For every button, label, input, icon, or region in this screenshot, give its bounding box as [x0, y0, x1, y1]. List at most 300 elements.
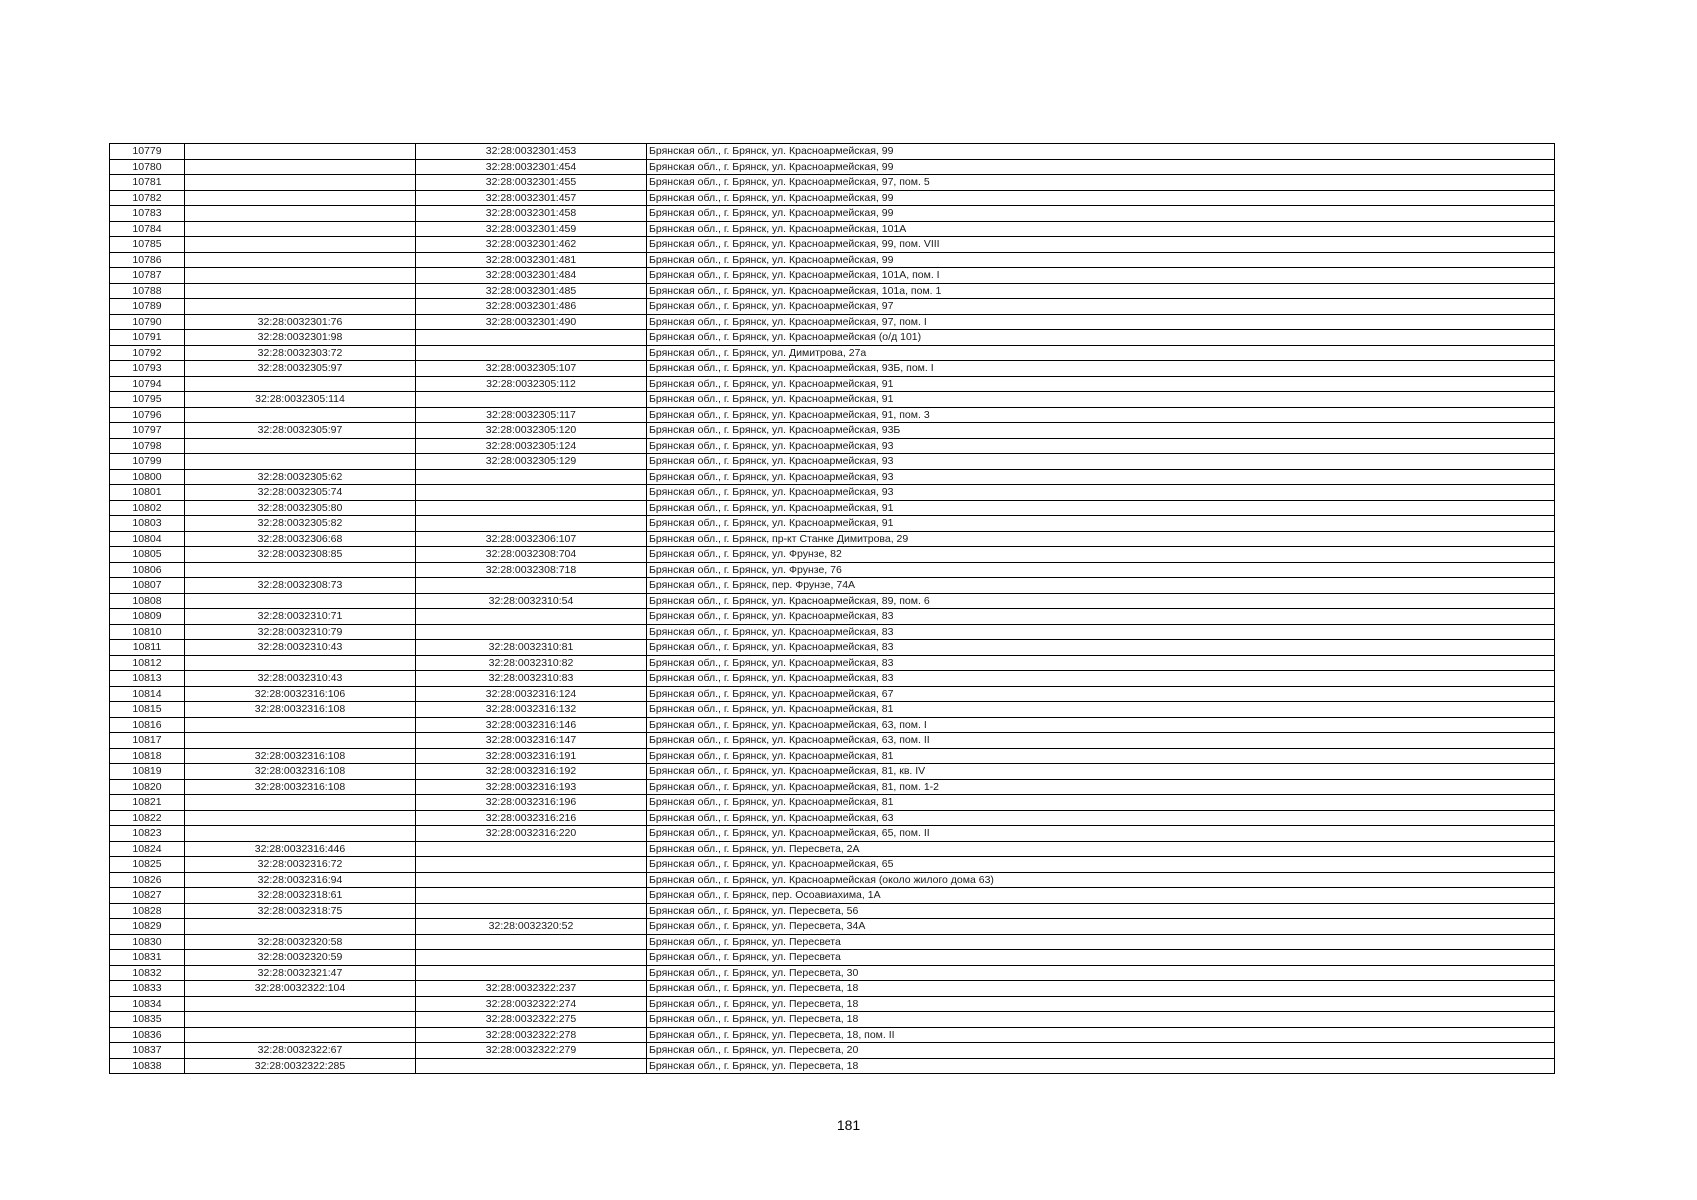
- address-cell: Брянская обл., г. Брянск, ул. Красноармейская, 83: [647, 655, 1555, 671]
- address-cell: Брянская обл., г. Брянск, ул. Красноармейская, 99: [647, 252, 1555, 268]
- row-number-cell: 10838: [110, 1058, 185, 1074]
- address-cell: Брянская обл., г. Брянск, ул. Красноармейская, 83: [647, 640, 1555, 656]
- row-number-cell: 10788: [110, 283, 185, 299]
- address-cell: Брянская обл., г. Брянск, ул. Красноармейская, 93Б: [647, 423, 1555, 439]
- object-cadastral-number-cell: [416, 965, 647, 981]
- cadastral-number-cell: [185, 733, 416, 749]
- table-row: [110, 376, 1555, 392]
- object-cadastral-number-cell: 32:28:0032322:237: [416, 981, 647, 997]
- object-cadastral-number-cell: [416, 888, 647, 904]
- row-number-cell: 10781: [110, 175, 185, 191]
- address-cell: Брянская обл., г. Брянск, ул. Пересвета, 18: [647, 1058, 1555, 1074]
- cadastral-number-cell: 32:28:0032318:75: [185, 903, 416, 919]
- row-number-cell: 10812: [110, 655, 185, 671]
- object-cadastral-number-cell: 32:28:0032301:486: [416, 299, 647, 315]
- address-cell: Брянская обл., г. Брянск, ул. Красноармейская, 81, кв. IV: [647, 764, 1555, 780]
- table-row: [110, 1027, 1555, 1043]
- cadastral-number-cell: [185, 283, 416, 299]
- object-cadastral-number-cell: 32:28:0032305:107: [416, 361, 647, 377]
- cadastral-number-cell: 32:28:0032316:106: [185, 686, 416, 702]
- table-row: [110, 423, 1555, 439]
- table-row: [110, 903, 1555, 919]
- object-cadastral-number-cell: [416, 500, 647, 516]
- address-cell: Брянская обл., г. Брянск, ул. Красноармейская, 99: [647, 190, 1555, 206]
- address-cell: Брянская обл., г. Брянск, ул. Красноармейская, 83: [647, 624, 1555, 640]
- cadastral-number-cell: [185, 206, 416, 222]
- table-row: [110, 965, 1555, 981]
- cadastral-number-cell: 32:28:0032316:108: [185, 748, 416, 764]
- table-row: [110, 299, 1555, 315]
- address-cell: Брянская обл., г. Брянск, ул. Фрунзе, 82: [647, 547, 1555, 563]
- cadastral-number-cell: [185, 221, 416, 237]
- table-row: [110, 810, 1555, 826]
- object-cadastral-number-cell: [416, 392, 647, 408]
- object-cadastral-number-cell: [416, 345, 647, 361]
- table-row: [110, 361, 1555, 377]
- row-number-cell: 10814: [110, 686, 185, 702]
- cadastral-number-cell: [185, 268, 416, 284]
- table-row: [110, 144, 1555, 160]
- table-row: [110, 469, 1555, 485]
- cadastral-number-cell: [185, 717, 416, 733]
- object-cadastral-number-cell: 32:28:0032305:124: [416, 438, 647, 454]
- object-cadastral-number-cell: 32:28:0032310:82: [416, 655, 647, 671]
- address-cell: Брянская обл., г. Брянск, ул. Красноармейская (о/д 101): [647, 330, 1555, 346]
- cadastral-number-cell: 32:28:0032320:59: [185, 950, 416, 966]
- cadastral-number-cell: 32:28:0032322:104: [185, 981, 416, 997]
- table-row: [110, 593, 1555, 609]
- row-number-cell: 10816: [110, 717, 185, 733]
- row-number-cell: 10779: [110, 144, 185, 160]
- cadastral-number-cell: 32:28:0032316:108: [185, 702, 416, 718]
- table-row: [110, 314, 1555, 330]
- address-cell: Брянская обл., г. Брянск, ул. Красноармейская, 81: [647, 795, 1555, 811]
- address-cell: Брянская обл., г. Брянск, ул. Красноармейская, 99, пом. VIII: [647, 237, 1555, 253]
- table-row: [110, 237, 1555, 253]
- address-cell: Брянская обл., г. Брянск, ул. Красноармейская, 101А: [647, 221, 1555, 237]
- cadastral-number-cell: [185, 299, 416, 315]
- object-cadastral-number-cell: 32:28:0032301:485: [416, 283, 647, 299]
- address-cell: Брянская обл., г. Брянск, ул. Пересвета, 2А: [647, 841, 1555, 857]
- cadastral-number-cell: 32:28:0032316:108: [185, 764, 416, 780]
- address-cell: Брянская обл., г. Брянск, ул. Красноармейская, 93: [647, 454, 1555, 470]
- table-row: [110, 795, 1555, 811]
- object-cadastral-number-cell: 32:28:0032310:54: [416, 593, 647, 609]
- table-row: [110, 190, 1555, 206]
- table-row: [110, 330, 1555, 346]
- cadastral-number-cell: 32:28:0032308:85: [185, 547, 416, 563]
- object-cadastral-number-cell: 32:28:0032301:481: [416, 252, 647, 268]
- cadastral-number-cell: 32:28:0032310:79: [185, 624, 416, 640]
- cadastral-number-cell: 32:28:0032305:80: [185, 500, 416, 516]
- table-row: [110, 1012, 1555, 1028]
- cadastral-number-cell: 32:28:0032305:97: [185, 423, 416, 439]
- row-number-cell: 10808: [110, 593, 185, 609]
- table-row: [110, 779, 1555, 795]
- row-number-cell: 10796: [110, 407, 185, 423]
- table-row: [110, 686, 1555, 702]
- address-cell: Брянская обл., г. Брянск, ул. Красноармейская, 91: [647, 376, 1555, 392]
- object-cadastral-number-cell: 32:28:0032306:107: [416, 531, 647, 547]
- row-number-cell: 10809: [110, 609, 185, 625]
- row-number-cell: 10830: [110, 934, 185, 950]
- table-row: [110, 392, 1555, 408]
- object-cadastral-number-cell: 32:28:0032316:132: [416, 702, 647, 718]
- address-cell: Брянская обл., г. Брянск, ул. Красноармейская, 89, пом. 6: [647, 593, 1555, 609]
- address-cell: Брянская обл., г. Брянск, ул. Красноармейская, 97: [647, 299, 1555, 315]
- row-number-cell: 10780: [110, 159, 185, 175]
- cadastral-number-cell: [185, 159, 416, 175]
- object-cadastral-number-cell: 32:28:0032316:192: [416, 764, 647, 780]
- row-number-cell: 10819: [110, 764, 185, 780]
- table-row: [110, 283, 1555, 299]
- address-cell: Брянская обл., г. Брянск, ул. Красноармейская, 101а, пом. 1: [647, 283, 1555, 299]
- object-cadastral-number-cell: [416, 934, 647, 950]
- address-cell: Брянская обл., г. Брянск, ул. Красноармейская, 93: [647, 485, 1555, 501]
- cadastral-number-cell: 32:28:0032322:285: [185, 1058, 416, 1074]
- row-number-cell: 10826: [110, 872, 185, 888]
- row-number-cell: 10784: [110, 221, 185, 237]
- address-cell: Брянская обл., г. Брянск, ул. Красноармейская, 97, пом. I: [647, 314, 1555, 330]
- table-row: [110, 609, 1555, 625]
- row-number-cell: 10798: [110, 438, 185, 454]
- row-number-cell: 10823: [110, 826, 185, 842]
- address-cell: Брянская обл., г. Брянск, ул. Красноармейская, 99: [647, 144, 1555, 160]
- object-cadastral-number-cell: [416, 950, 647, 966]
- object-cadastral-number-cell: 32:28:0032305:117: [416, 407, 647, 423]
- table-row: [110, 547, 1555, 563]
- cadastral-number-cell: 32:28:0032301:98: [185, 330, 416, 346]
- address-cell: Брянская обл., г. Брянск, ул. Красноармейская, 91: [647, 392, 1555, 408]
- table-row: [110, 702, 1555, 718]
- cadastral-number-cell: 32:28:0032310:71: [185, 609, 416, 625]
- row-number-cell: 10804: [110, 531, 185, 547]
- cadastral-number-cell: 32:28:0032316:94: [185, 872, 416, 888]
- table-row: [110, 438, 1555, 454]
- object-cadastral-number-cell: 32:28:0032316:191: [416, 748, 647, 764]
- cadastral-number-cell: [185, 144, 416, 160]
- row-number-cell: 10786: [110, 252, 185, 268]
- cadastral-number-cell: 32:28:0032305:114: [185, 392, 416, 408]
- row-number-cell: 10790: [110, 314, 185, 330]
- row-number-cell: 10817: [110, 733, 185, 749]
- cadastral-number-cell: 32:28:0032305:97: [185, 361, 416, 377]
- address-cell: Брянская обл., г. Брянск, ул. Красноармейская, 81: [647, 702, 1555, 718]
- object-cadastral-number-cell: 32:28:0032301:455: [416, 175, 647, 191]
- cadastral-number-cell: 32:28:0032301:76: [185, 314, 416, 330]
- address-cell: Брянская обл., г. Брянск, ул. Красноармейская, 99: [647, 159, 1555, 175]
- cadastral-number-cell: [185, 810, 416, 826]
- address-cell: Брянская обл., г. Брянск, пер. Фрунзе, 74А: [647, 578, 1555, 594]
- cadastral-number-cell: [185, 655, 416, 671]
- address-cell: Брянская обл., г. Брянск, ул. Красноармейская, 67: [647, 686, 1555, 702]
- table-row: [110, 717, 1555, 733]
- object-cadastral-number-cell: [416, 609, 647, 625]
- table-row: [110, 950, 1555, 966]
- table-row: [110, 841, 1555, 857]
- row-number-cell: 10837: [110, 1043, 185, 1059]
- cadastral-number-cell: [185, 1012, 416, 1028]
- registry-table-body: [110, 144, 1555, 1074]
- table-row: [110, 531, 1555, 547]
- row-number-cell: 10805: [110, 547, 185, 563]
- table-row: [110, 252, 1555, 268]
- object-cadastral-number-cell: 32:28:0032310:81: [416, 640, 647, 656]
- address-cell: Брянская обл., г. Брянск, ул. Красноармейская, 65, пом. II: [647, 826, 1555, 842]
- table-row: [110, 640, 1555, 656]
- row-number-cell: 10811: [110, 640, 185, 656]
- object-cadastral-number-cell: [416, 485, 647, 501]
- object-cadastral-number-cell: 32:28:0032301:458: [416, 206, 647, 222]
- row-number-cell: 10813: [110, 671, 185, 687]
- object-cadastral-number-cell: 32:28:0032316:220: [416, 826, 647, 842]
- table-row: [110, 764, 1555, 780]
- object-cadastral-number-cell: 32:28:0032310:83: [416, 671, 647, 687]
- address-cell: Брянская обл., г. Брянск, ул. Пересвета, 18: [647, 1012, 1555, 1028]
- row-number-cell: 10820: [110, 779, 185, 795]
- address-cell: Брянская обл., г. Брянск, ул. Пересвета, 56: [647, 903, 1555, 919]
- object-cadastral-number-cell: 32:28:0032305:129: [416, 454, 647, 470]
- address-cell: Брянская обл., г. Брянск, ул. Пересвета, 20: [647, 1043, 1555, 1059]
- object-cadastral-number-cell: 32:28:0032322:274: [416, 996, 647, 1012]
- address-cell: Брянская обл., г. Брянск, ул. Красноармейская, 91: [647, 516, 1555, 532]
- object-cadastral-number-cell: [416, 872, 647, 888]
- table-row: [110, 872, 1555, 888]
- cadastral-number-cell: 32:28:0032318:61: [185, 888, 416, 904]
- cadastral-number-cell: 32:28:0032308:73: [185, 578, 416, 594]
- address-cell: Брянская обл., г. Брянск, ул. Красноармейская, 93Б, пом. I: [647, 361, 1555, 377]
- cadastral-number-cell: [185, 175, 416, 191]
- address-cell: Брянская обл., г. Брянск, ул. Красноармейская, 83: [647, 609, 1555, 625]
- object-cadastral-number-cell: 32:28:0032316:216: [416, 810, 647, 826]
- cadastral-number-cell: 32:28:0032320:58: [185, 934, 416, 950]
- cadastral-number-cell: 32:28:0032310:43: [185, 671, 416, 687]
- object-cadastral-number-cell: 32:28:0032316:146: [416, 717, 647, 733]
- address-cell: Брянская обл., г. Брянск, ул. Красноармейская, 63: [647, 810, 1555, 826]
- row-number-cell: 10791: [110, 330, 185, 346]
- row-number-cell: 10803: [110, 516, 185, 532]
- table-row: [110, 888, 1555, 904]
- cadastral-number-cell: [185, 826, 416, 842]
- row-number-cell: 10801: [110, 485, 185, 501]
- address-cell: Брянская обл., г. Брянск, ул. Димитрова, 27а: [647, 345, 1555, 361]
- object-cadastral-number-cell: 32:28:0032322:279: [416, 1043, 647, 1059]
- table-row: [110, 159, 1555, 175]
- address-cell: Брянская обл., г. Брянск, ул. Красноармейская, 99: [647, 206, 1555, 222]
- table-row: [110, 454, 1555, 470]
- registry-table: [109, 143, 1555, 1074]
- object-cadastral-number-cell: 32:28:0032308:704: [416, 547, 647, 563]
- address-cell: Брянская обл., г. Брянск, ул. Пересвета, 30: [647, 965, 1555, 981]
- address-cell: Брянская обл., г. Брянск, ул. Красноармейская, 83: [647, 671, 1555, 687]
- row-number-cell: 10800: [110, 469, 185, 485]
- row-number-cell: 10792: [110, 345, 185, 361]
- table-row: [110, 826, 1555, 842]
- object-cadastral-number-cell: 32:28:0032322:278: [416, 1027, 647, 1043]
- object-cadastral-number-cell: [416, 857, 647, 873]
- address-cell: Брянская обл., г. Брянск, ул. Красноармейская, 81, пом. 1-2: [647, 779, 1555, 795]
- row-number-cell: 10806: [110, 562, 185, 578]
- table-row: [110, 345, 1555, 361]
- row-number-cell: 10807: [110, 578, 185, 594]
- table-row: [110, 733, 1555, 749]
- row-number-cell: 10789: [110, 299, 185, 315]
- cadastral-number-cell: [185, 252, 416, 268]
- object-cadastral-number-cell: 32:28:0032316:124: [416, 686, 647, 702]
- address-cell: Брянская обл., г. Брянск, пр-кт Станке Димитрова, 29: [647, 531, 1555, 547]
- cadastral-number-cell: 32:28:0032305:82: [185, 516, 416, 532]
- cadastral-number-cell: 32:28:0032316:72: [185, 857, 416, 873]
- object-cadastral-number-cell: 32:28:0032305:120: [416, 423, 647, 439]
- cadastral-number-cell: [185, 454, 416, 470]
- object-cadastral-number-cell: 32:28:0032305:112: [416, 376, 647, 392]
- object-cadastral-number-cell: [416, 516, 647, 532]
- cadastral-number-cell: [185, 438, 416, 454]
- table-row: [110, 485, 1555, 501]
- object-cadastral-number-cell: [416, 578, 647, 594]
- object-cadastral-number-cell: 32:28:0032301:462: [416, 237, 647, 253]
- cadastral-number-cell: [185, 407, 416, 423]
- row-number-cell: 10821: [110, 795, 185, 811]
- object-cadastral-number-cell: [416, 1058, 647, 1074]
- table-row: [110, 655, 1555, 671]
- row-number-cell: 10785: [110, 237, 185, 253]
- row-number-cell: 10797: [110, 423, 185, 439]
- cadastral-number-cell: 32:28:0032303:72: [185, 345, 416, 361]
- object-cadastral-number-cell: 32:28:0032301:484: [416, 268, 647, 284]
- address-cell: Брянская обл., г. Брянск, ул. Красноармейская (около жилого дома 63): [647, 872, 1555, 888]
- object-cadastral-number-cell: [416, 469, 647, 485]
- cadastral-number-cell: [185, 237, 416, 253]
- row-number-cell: 10799: [110, 454, 185, 470]
- object-cadastral-number-cell: [416, 330, 647, 346]
- cadastral-number-cell: 32:28:0032305:74: [185, 485, 416, 501]
- table-row: [110, 221, 1555, 237]
- object-cadastral-number-cell: [416, 624, 647, 640]
- row-number-cell: 10822: [110, 810, 185, 826]
- row-number-cell: 10824: [110, 841, 185, 857]
- cadastral-number-cell: 32:28:0032316:108: [185, 779, 416, 795]
- address-cell: Брянская обл., г. Брянск, ул. Пересвета, 34А: [647, 919, 1555, 935]
- address-cell: Брянская обл., г. Брянск, ул. Красноармейская, 81: [647, 748, 1555, 764]
- address-cell: Брянская обл., г. Брянск, ул. Пересвета: [647, 950, 1555, 966]
- address-cell: Брянская обл., г. Брянск, ул. Красноармейская, 91: [647, 500, 1555, 516]
- object-cadastral-number-cell: 32:28:0032316:196: [416, 795, 647, 811]
- table-row: [110, 934, 1555, 950]
- cadastral-number-cell: [185, 562, 416, 578]
- cadastral-number-cell: 32:28:0032310:43: [185, 640, 416, 656]
- address-cell: Брянская обл., г. Брянск, ул. Красноармейская, 91, пом. 3: [647, 407, 1555, 423]
- object-cadastral-number-cell: 32:28:0032301:490: [416, 314, 647, 330]
- row-number-cell: 10836: [110, 1027, 185, 1043]
- cadastral-number-cell: 32:28:0032321:47: [185, 965, 416, 981]
- table-row: [110, 562, 1555, 578]
- address-cell: Брянская обл., г. Брянск, ул. Пересвета, 18: [647, 981, 1555, 997]
- row-number-cell: 10787: [110, 268, 185, 284]
- address-cell: Брянская обл., г. Брянск, ул. Красноармейская, 65: [647, 857, 1555, 873]
- address-cell: Брянская обл., г. Брянск, ул. Красноармейская, 93: [647, 438, 1555, 454]
- cadastral-number-cell: [185, 795, 416, 811]
- object-cadastral-number-cell: 32:28:0032301:453: [416, 144, 647, 160]
- table-row: [110, 206, 1555, 222]
- table-row: [110, 175, 1555, 191]
- object-cadastral-number-cell: 32:28:0032320:52: [416, 919, 647, 935]
- table-row: [110, 919, 1555, 935]
- row-number-cell: 10815: [110, 702, 185, 718]
- row-number-cell: 10783: [110, 206, 185, 222]
- table-row: [110, 1043, 1555, 1059]
- object-cadastral-number-cell: 32:28:0032322:275: [416, 1012, 647, 1028]
- row-number-cell: 10825: [110, 857, 185, 873]
- table-row: [110, 671, 1555, 687]
- object-cadastral-number-cell: 32:28:0032308:718: [416, 562, 647, 578]
- cadastral-number-cell: 32:28:0032306:68: [185, 531, 416, 547]
- address-cell: Брянская обл., г. Брянск, ул. Красноармейская, 63, пом. I: [647, 717, 1555, 733]
- table-row: [110, 996, 1555, 1012]
- row-number-cell: 10835: [110, 1012, 185, 1028]
- row-number-cell: 10828: [110, 903, 185, 919]
- row-number-cell: 10831: [110, 950, 185, 966]
- row-number-cell: 10827: [110, 888, 185, 904]
- cadastral-number-cell: [185, 190, 416, 206]
- address-cell: Брянская обл., г. Брянск, ул. Пересвета, 18: [647, 996, 1555, 1012]
- table-row: [110, 268, 1555, 284]
- table-row: [110, 500, 1555, 516]
- cadastral-number-cell: [185, 376, 416, 392]
- address-cell: Брянская обл., г. Брянск, ул. Пересвета, 18, пом. II: [647, 1027, 1555, 1043]
- cadastral-number-cell: [185, 996, 416, 1012]
- row-number-cell: 10795: [110, 392, 185, 408]
- table-row: [110, 857, 1555, 873]
- row-number-cell: 10793: [110, 361, 185, 377]
- row-number-cell: 10782: [110, 190, 185, 206]
- cadastral-number-cell: 32:28:0032305:62: [185, 469, 416, 485]
- row-number-cell: 10794: [110, 376, 185, 392]
- cadastral-number-cell: [185, 919, 416, 935]
- object-cadastral-number-cell: 32:28:0032316:147: [416, 733, 647, 749]
- address-cell: Брянская обл., г. Брянск, пер. Осоавиахима, 1А: [647, 888, 1555, 904]
- address-cell: Брянская обл., г. Брянск, ул. Красноармейская, 93: [647, 469, 1555, 485]
- row-number-cell: 10818: [110, 748, 185, 764]
- table-row: [110, 748, 1555, 764]
- table-row: [110, 624, 1555, 640]
- table-row: [110, 407, 1555, 423]
- table-row: [110, 1058, 1555, 1074]
- row-number-cell: 10829: [110, 919, 185, 935]
- table-row: [110, 981, 1555, 997]
- object-cadastral-number-cell: 32:28:0032301:454: [416, 159, 647, 175]
- address-cell: Брянская обл., г. Брянск, ул. Красноармейская, 97, пом. 5: [647, 175, 1555, 191]
- cadastral-number-cell: 32:28:0032322:67: [185, 1043, 416, 1059]
- cadastral-number-cell: 32:28:0032316:446: [185, 841, 416, 857]
- page-number: 181: [836, 1117, 861, 1133]
- address-cell: Брянская обл., г. Брянск, ул. Красноармейская, 63, пом. II: [647, 733, 1555, 749]
- table-row: [110, 516, 1555, 532]
- table-row: [110, 578, 1555, 594]
- row-number-cell: 10802: [110, 500, 185, 516]
- cadastral-number-cell: [185, 593, 416, 609]
- row-number-cell: 10834: [110, 996, 185, 1012]
- object-cadastral-number-cell: [416, 841, 647, 857]
- object-cadastral-number-cell: [416, 903, 647, 919]
- row-number-cell: 10810: [110, 624, 185, 640]
- row-number-cell: 10832: [110, 965, 185, 981]
- row-number-cell: 10833: [110, 981, 185, 997]
- address-cell: Брянская обл., г. Брянск, ул. Фрунзе, 76: [647, 562, 1555, 578]
- address-cell: Брянская обл., г. Брянск, ул. Красноармейская, 101А, пом. I: [647, 268, 1555, 284]
- object-cadastral-number-cell: 32:28:0032301:459: [416, 221, 647, 237]
- cadastral-number-cell: [185, 1027, 416, 1043]
